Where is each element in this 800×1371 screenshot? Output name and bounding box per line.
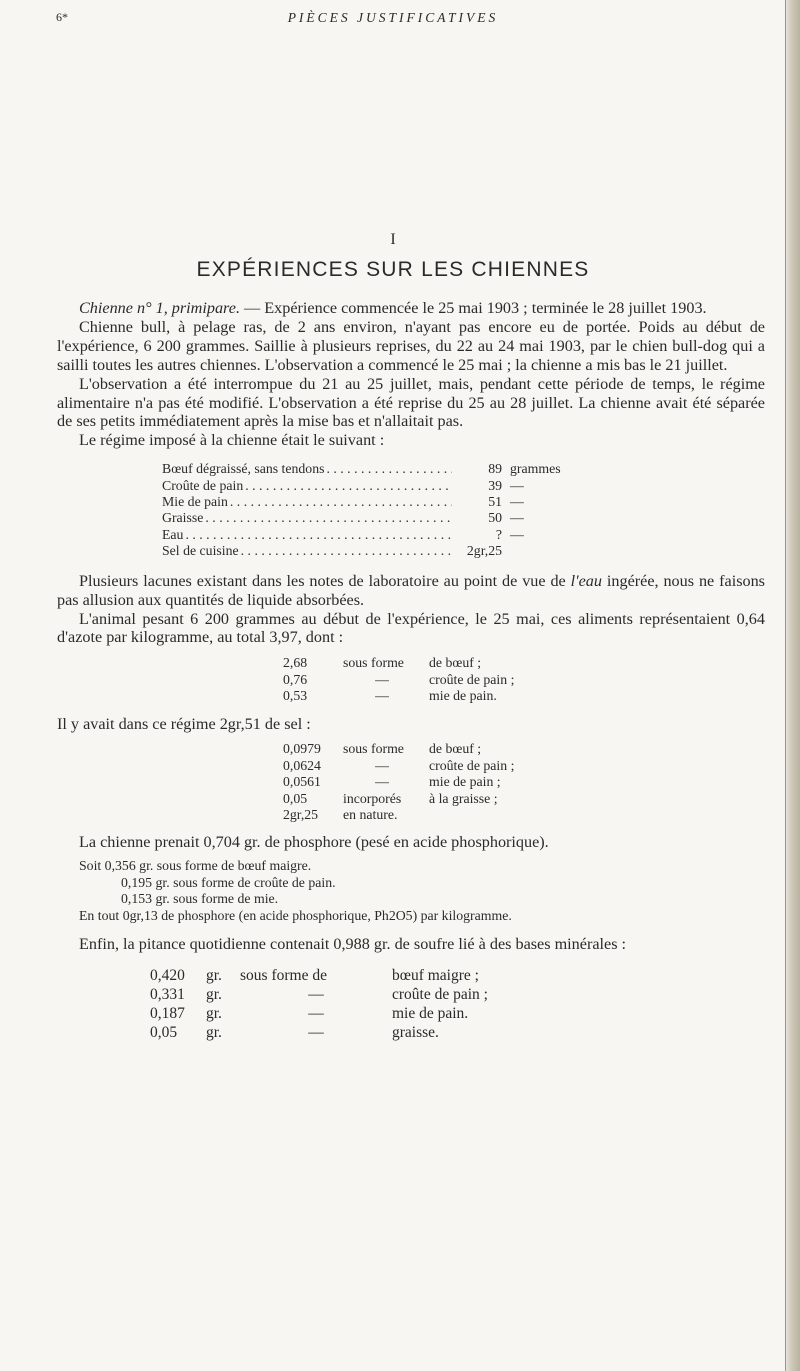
diet-unit: —	[510, 477, 524, 493]
phosphorus-breakdown	[57, 858, 765, 924]
list-item: 0,0624 — croûte de pain ;	[283, 757, 515, 773]
list-item: 0,0561 — mie de pain ;	[283, 774, 501, 790]
diet-table	[162, 461, 582, 559]
paragraph-water: Plusieurs lacunes existant dans les notes de laboratoire au point de vue de l'eau ingérée, nous ne faisons pas allusion aux quantités de liquide absorbées.	[57, 571, 765, 609]
diet-row	[162, 494, 582, 510]
diet-item: Graisse	[162, 510, 204, 526]
intro-lead	[57, 299, 765, 318]
diet-row	[162, 478, 582, 494]
list-item: 0,331 gr. — croûte de pain ;	[150, 985, 488, 1003]
diet-row	[162, 461, 582, 477]
body-text	[57, 299, 765, 1052]
diet-item: Bœuf dégraissé, sans tendons	[162, 461, 325, 477]
paragraph-phosphorus: La chienne prenait 0,704 gr. de phosphore (pesé en acide phosphorique).	[79, 833, 549, 852]
diet-qty: ?	[495, 526, 502, 542]
paragraph-subject: Chienne bull, à pelage ras, de 2 ans environ, n'ayant pas encore eu de portée. Poids au début de l'expérience, 6 200 grammes. Saillie à plusieurs reprises, du 22 au 24 mai 1903, par le chien bull-dog qui a sailli toutes les autres chiennes. L'observation a commencé le 25 mai ; la chienne a mis bas le 21 juillet.	[57, 317, 765, 374]
diet-qty: 2gr,25	[466, 543, 502, 559]
diet-qty: 51	[488, 494, 502, 510]
page-binding-edge	[786, 0, 800, 1371]
water-word: l'eau	[570, 571, 602, 590]
list-item: 0,195 gr. sous forme de croûte de pain.	[121, 874, 336, 890]
paragraph-salt: Il y avait dans ce régime 2gr,51 de sel :	[57, 714, 311, 733]
list-item: 2,68 sous forme de bœuf ;	[283, 655, 482, 671]
list-item: 0,420 gr. sous forme de bœuf maigre ;	[150, 966, 479, 984]
diet-item: Eau	[162, 526, 184, 542]
nitrogen-list	[283, 655, 765, 704]
diet-unit: —	[510, 510, 524, 526]
diet-item: Mie de pain	[162, 494, 228, 510]
diet-qty: 50	[488, 510, 502, 526]
diet-row	[162, 527, 582, 543]
list-item: Soit 0,356 gr. sous forme de bœuf maigre.	[79, 858, 312, 874]
page-number: 6*	[56, 10, 68, 24]
diet-unit: grammes	[510, 461, 561, 477]
paragraph-nitrogen: L'animal pesant 6 200 grammes au début de l'expérience, le 25 mai, ces aliments représentaient 0,64 d'azote par kilogramme, au total 3,97, dont :	[57, 609, 765, 647]
subject-label: Chienne n° 1, primipare.	[79, 299, 240, 317]
diet-item: Croûte de pain	[162, 477, 244, 493]
list-item: 0,0979 sous forme de bœuf ;	[283, 741, 482, 757]
list-item: 0,05 gr. — graisse.	[150, 1023, 439, 1041]
section-title: EXPÉRIENCES SUR LES CHIENNES	[196, 258, 590, 281]
diet-unit: —	[510, 526, 524, 542]
list-item: 0,53 — mie de pain.	[283, 688, 497, 704]
sulfur-list	[150, 966, 765, 1042]
salt-list	[283, 741, 765, 823]
list-item: En tout 0gr,13 de phosphore (en acide phosphorique, Ph2O5) par kilogramme.	[79, 907, 512, 923]
list-item: 0,05 incorporés à la graisse ;	[283, 790, 498, 806]
diet-qty: 89	[488, 461, 502, 477]
running-title: PIÈCES JUSTIFICATIVES	[287, 10, 499, 25]
list-item: 0,76 — croûte de pain ;	[283, 671, 515, 687]
list-item: 0,153 gr. sous forme de mie.	[121, 891, 279, 907]
intro-lead-text: — Expérience commencée le 25 mai 1903 ; terminée le 28 juillet 1903.	[240, 299, 707, 317]
paragraph-sulfur: Enfin, la pitance quotidienne contenait 0,988 gr. de soufre lié à des bases minérales :	[79, 935, 627, 953]
paragraph-diet-intro: Le régime imposé à la chienne était le suivant :	[79, 431, 385, 450]
diet-row	[162, 543, 582, 559]
diet-item: Sel de cuisine	[162, 543, 239, 559]
section-number: I	[390, 231, 396, 248]
diet-qty: 39	[488, 477, 502, 493]
diet-row	[162, 510, 582, 526]
diet-unit	[502, 543, 582, 559]
list-item: 0,187 gr. — mie de pain.	[150, 1004, 469, 1022]
paragraph-interruption: L'observation a été interrompue du 21 au 25 juillet, mais, pendant cette période de temps, le régime alimentaire n'a pas été modifié. L'observation a été reprise du 25 au 28 juillet. La chienne avait été séparée de ses petits immédiatement après la mise bas et n'allaitait pas.	[57, 374, 765, 431]
diet-unit: —	[510, 494, 524, 510]
list-item: 2gr,25 en nature.	[283, 807, 398, 823]
